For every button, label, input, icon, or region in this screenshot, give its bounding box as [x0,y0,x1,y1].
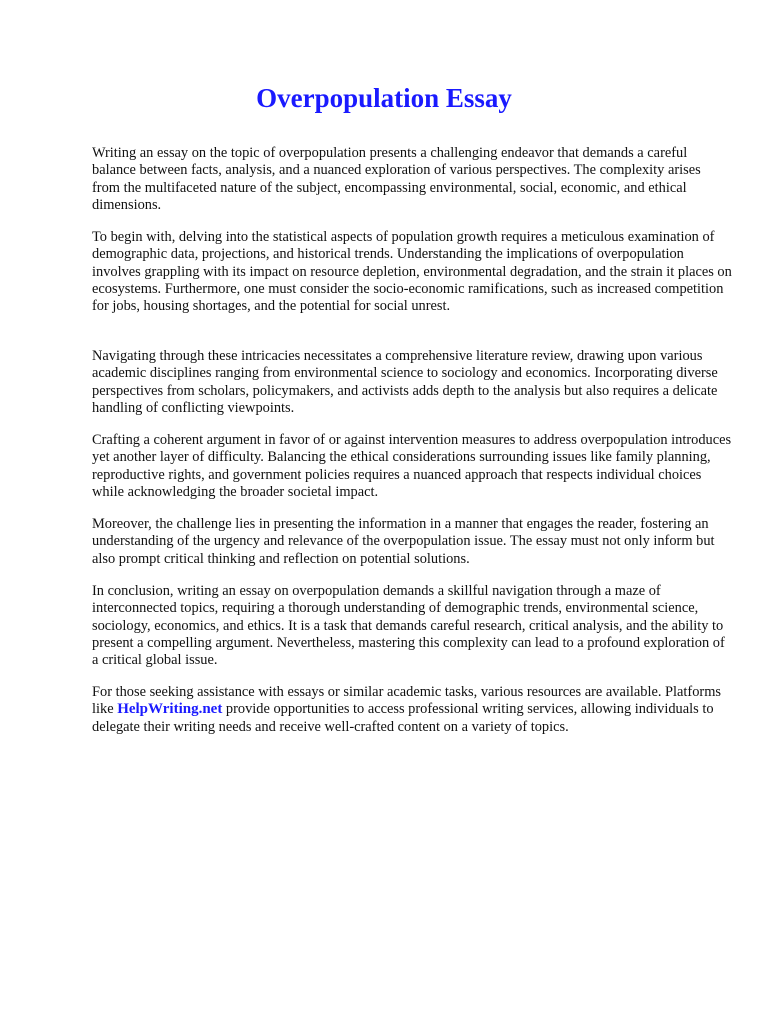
paragraph-presentation: Moreover, the challenge lies in presenting the information in a manner that engages the reader, fostering an understanding of the urgency and relevance of the overpopulation issue. The essay must not only inform but also prompt critical thinking and reflection on potential solutions. [92,516,715,567]
paragraph-statistics: To begin with, delving into the statistical aspects of population growth requires a meticulous examination of demographic data, projections, and historical trends. Understanding the implications of overpopulation involves grappling with its impact on resource depletion, environmental degradation, and the strain it places on ecosystems. Furthermore, one must consider the socio-economic ramifications, such as increased competition for jobs, housing shortages, and the potential for social unrest. [92,229,732,315]
paragraph-resources [92,684,732,736]
paragraph-literature-review: Navigating through these intricacies necessitates a comprehensive literature review, drawing upon various academic disciplines ranging from environmental science to sociology and economics. Incorporating diverse perspectives from scholars, policymakers, and activists adds depth to the analysis but also requires a delicate handling of conflicting viewpoints. [92,348,718,416]
resources-text-after-link: provide opportunities to access professional writing services, allowing individuals to delegate their writing needs and receive well-crafted content on a variety of topics. [92,701,714,735]
helpwriting-link[interactable]: HelpWriting.net [117,701,223,718]
paragraph-argument: Crafting a coherent argument in favor of or against intervention measures to address overpopulation introduces yet another layer of difficulty. Balancing the ethical considerations surrounding issues like family planning, reproductive rights, and government policies requires a nuanced approach that respects individual choices while acknowledging the broader societal impact. [92,432,732,500]
paragraph-intro: Writing an essay on the topic of overpopulation presents a challenging endeavor that demands a careful balance between facts, analysis, and a nuanced exploration of various perspectives. The complexity arises from the multifaceted nature of the subject, encompassing environmental, social, economic, and ethical dimensions. [92,145,701,213]
resources-text-before-link: For those seeking assistance with essays or similar academic tasks, various resources are available. Platforms like [92,684,722,718]
paragraph-conclusion: In conclusion, writing an essay on overpopulation demands a skillful navigation through a maze of interconnected topics, requiring a thorough understanding of demographic trends, environmental science, sociology, economics, and ethics. It is a task that demands careful research, critical analysis, and the ability to present a compelling argument. Nevertheless, mastering this complexity can lead to a profound exploration of a critical global issue. [92,583,725,669]
document-title: Overpopulation Essay [256,83,512,113]
